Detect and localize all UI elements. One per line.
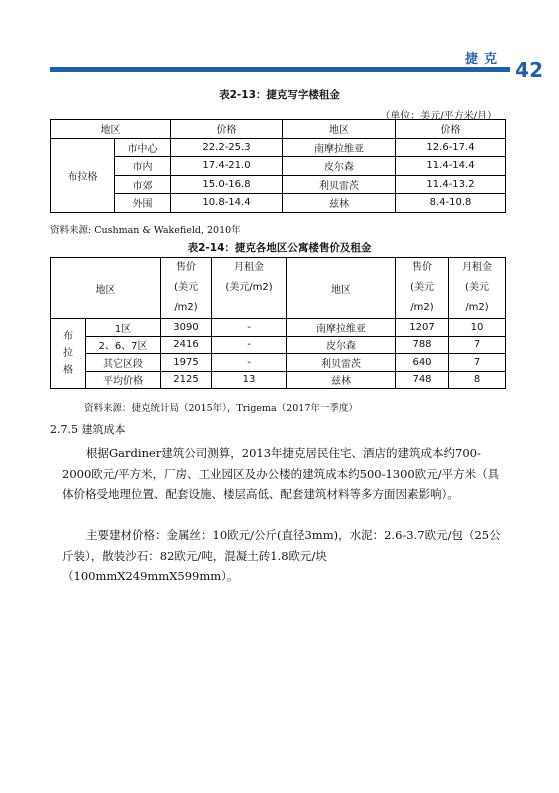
table-cell: 12.6-17.4: [396, 138, 506, 157]
table-cell: 1975: [161, 354, 212, 372]
header-line: (美元: [410, 282, 434, 293]
office-rent-table: [50, 119, 506, 213]
chapter-title: 捷克: [464, 52, 503, 67]
paragraph: 根据Gardiner建筑公司测算，2013年捷克居民住宅、酒店的建筑成本约700-2000欧元/平方米，厂房、工业园区及办公楼的建筑成本约500-1300欧元/平方米（具体价格受地理位置、配套设施、楼层高低、配套建筑材料等多方面因素影响）。: [62, 446, 500, 501]
table-cell: 1区: [86, 319, 161, 337]
header-cell: [212, 258, 287, 319]
table2-caption: 表2-14：捷克各地区公寓楼售价及租金: [187, 242, 372, 254]
table-cell: 8: [449, 371, 506, 389]
table-cell: 利贝雷茨: [287, 354, 396, 372]
header-cell: [396, 258, 449, 319]
table-cell: 8.4-10.8: [396, 194, 506, 213]
table-cell: 2416: [161, 336, 212, 354]
table-row: [51, 354, 506, 372]
table2-source: 资料来源：捷克统计局（2015年），Trigema（2017年一季度）: [84, 403, 358, 414]
table-cell: 22.2-25.3: [171, 138, 283, 157]
city-char: 格: [63, 365, 73, 376]
table1-source: 资料来源: Cushman & Wakefield, 2010年: [50, 225, 241, 236]
paragraph: 主要建材价格：金属丝：10欧元/公斤(直径3mm)，水泥：2.6-3.7欧元/包（25公斤装），散装沙石：82欧元/吨，混凝土砖1.8欧元/块（100mmX249mmX599mm）。: [62, 528, 501, 583]
table-cell: 10: [449, 319, 506, 337]
table-cell: 南摩拉维亚: [287, 319, 396, 337]
page-number: 42: [515, 58, 543, 82]
table-cell: 利贝雷茨: [283, 175, 396, 194]
table-header-row: [51, 258, 506, 319]
header-rule: [50, 67, 510, 72]
table-cell: -: [212, 319, 287, 337]
table-row: [51, 157, 506, 176]
header-cell: 价格: [171, 120, 283, 139]
table-cell: 13: [212, 371, 287, 389]
city-cell: [51, 319, 86, 389]
header-cell: 地区: [283, 120, 396, 139]
table-row: [51, 319, 506, 337]
table-cell: 640: [396, 354, 449, 372]
table-row: [51, 138, 506, 157]
table-cell: 市郊: [115, 175, 171, 194]
table-cell: 平均价格: [86, 371, 161, 389]
table-cell: 11.4-14.4: [396, 157, 506, 176]
header-line: 售价: [412, 262, 432, 273]
table-cell: 其它区段: [86, 354, 161, 372]
header-line: /m2): [174, 302, 198, 313]
table-cell: 南摩拉维亚: [283, 138, 396, 157]
table1-caption: 表2-13：捷克写字楼租金: [219, 89, 340, 101]
table-cell: 兹林: [283, 194, 396, 213]
header-line: /m2): [465, 302, 489, 313]
table-cell: 15.0-16.8: [171, 175, 283, 194]
header-cell: 地区: [287, 258, 396, 319]
header-cell: [161, 258, 212, 319]
header-cell: 价格: [396, 120, 506, 139]
table-cell: 皮尔森: [283, 157, 396, 176]
header-line: (美元/m2): [225, 282, 273, 293]
header-line: 月租金: [234, 262, 264, 273]
table-cell: 748: [396, 371, 449, 389]
header-cell: 地区: [51, 120, 171, 139]
header-line: (美元: [465, 282, 489, 293]
table-cell: 2、6、7区: [86, 336, 161, 354]
city-cell: 布拉格: [51, 138, 115, 212]
table-cell: 10.8-14.4: [171, 194, 283, 213]
table-cell: 兹林: [287, 371, 396, 389]
table-cell: 7: [449, 336, 506, 354]
city-char: 布: [63, 331, 73, 342]
table-cell: 7: [449, 354, 506, 372]
table-cell: 11.4-13.2: [396, 175, 506, 194]
header-line: /m2): [410, 302, 434, 313]
table-cell: 市内: [115, 157, 171, 176]
table-header-row: [51, 120, 506, 139]
apartment-price-table: [50, 257, 506, 389]
header-line: (美元: [174, 282, 198, 293]
table-cell: -: [212, 336, 287, 354]
section-heading: 2.7.5 建筑成本: [50, 423, 126, 436]
table-row: [51, 175, 506, 194]
table-cell: 1207: [396, 319, 449, 337]
table-cell: 17.4-21.0: [171, 157, 283, 176]
table-cell: 市中心: [115, 138, 171, 157]
table-cell: 3090: [161, 319, 212, 337]
city-char: 拉: [63, 348, 73, 359]
header-cell: [449, 258, 506, 319]
table-cell: 皮尔森: [287, 336, 396, 354]
header-line: 月租金: [462, 262, 492, 273]
table-cell: -: [212, 354, 287, 372]
header-line: 售价: [176, 262, 196, 273]
header-cell: 地区: [51, 258, 161, 319]
table-row: [51, 336, 506, 354]
table-cell: 788: [396, 336, 449, 354]
table-cell: 2125: [161, 371, 212, 389]
table-row: [51, 194, 506, 213]
table-row: [51, 371, 506, 389]
table-cell: 外围: [115, 194, 171, 213]
table1-unit: （单位：美元/平方米/月）: [380, 111, 497, 122]
